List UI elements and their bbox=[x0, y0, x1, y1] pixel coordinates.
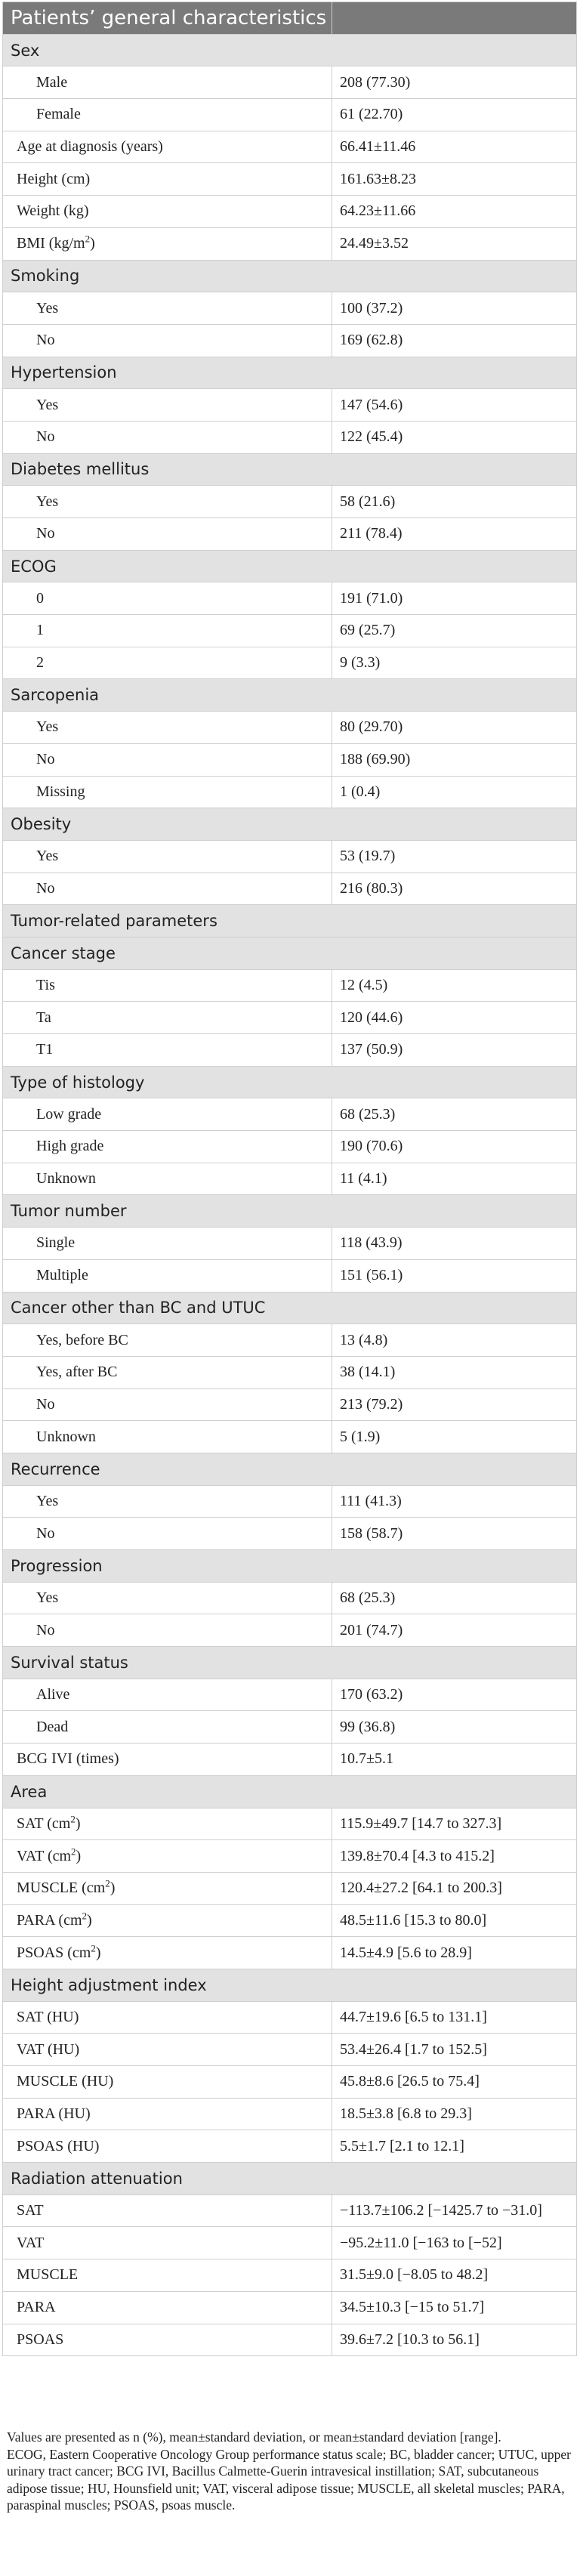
row-value: −113.7±106.2 [−1425.7 to −31.0] bbox=[332, 2195, 577, 2227]
row-label bbox=[3, 969, 332, 1002]
row-label-text: Low grade bbox=[36, 1105, 102, 1123]
table-row bbox=[3, 1904, 577, 1937]
row-label-text: PSOAS (cm bbox=[17, 1944, 91, 1961]
row-label-suffix: ) bbox=[95, 1944, 101, 1961]
section-empty-cell bbox=[332, 1292, 577, 1324]
row-label-text: Yes bbox=[36, 299, 59, 317]
section-header-row bbox=[3, 2163, 577, 2195]
row-label bbox=[3, 1259, 332, 1292]
section-header-row bbox=[3, 1550, 577, 1583]
table-row bbox=[3, 292, 577, 325]
table-row bbox=[3, 1872, 577, 1904]
row-label bbox=[3, 1904, 332, 1937]
section-header-row bbox=[3, 453, 577, 486]
section-header-row bbox=[3, 937, 577, 969]
row-label bbox=[3, 776, 332, 808]
row-value: 137 (50.9) bbox=[332, 1034, 577, 1067]
section-header-row bbox=[3, 808, 577, 841]
table-row bbox=[3, 99, 577, 131]
row-label bbox=[3, 1744, 332, 1776]
row-label-superscript: 2 bbox=[70, 1813, 76, 1825]
section-header-row bbox=[3, 1969, 577, 2001]
row-label-text: SAT bbox=[17, 2202, 44, 2219]
section-label: Radiation attenuation bbox=[3, 2163, 332, 2195]
table-row bbox=[3, 840, 577, 873]
table-row bbox=[3, 163, 577, 196]
row-label-text: Missing bbox=[36, 783, 85, 800]
row-label bbox=[3, 421, 332, 453]
row-label bbox=[3, 2324, 332, 2356]
row-value: 14.5±4.9 [5.6 to 28.9] bbox=[332, 1937, 577, 1969]
section-label: Cancer stage bbox=[3, 937, 332, 969]
row-label-text: MUSCLE bbox=[17, 2266, 79, 2284]
section-header-row bbox=[3, 1292, 577, 1324]
table-row bbox=[3, 1034, 577, 1067]
row-label bbox=[3, 1937, 332, 1969]
row-label-suffix: ) bbox=[75, 1815, 81, 1832]
row-value: 169 (62.8) bbox=[332, 324, 577, 357]
row-value: 1 (0.4) bbox=[332, 776, 577, 808]
row-label bbox=[3, 1034, 332, 1067]
row-label-text: MUSCLE (cm bbox=[17, 1879, 106, 1897]
row-label bbox=[3, 1324, 332, 1357]
row-value: 188 (69.90) bbox=[332, 743, 577, 776]
row-value: 158 (58.7) bbox=[332, 1518, 577, 1550]
table-row bbox=[3, 227, 577, 260]
row-value: 69 (25.7) bbox=[332, 615, 577, 647]
row-value: 31.5±9.0 [−8.05 to 48.2] bbox=[332, 2259, 577, 2292]
row-label bbox=[3, 2227, 332, 2259]
table-row bbox=[3, 1518, 577, 1550]
row-label bbox=[3, 2098, 332, 2130]
section-label: ECOG bbox=[3, 550, 332, 582]
row-label bbox=[3, 1679, 332, 1711]
row-label bbox=[3, 2066, 332, 2099]
row-label bbox=[3, 227, 332, 260]
row-label-text: PARA (HU) bbox=[17, 2105, 91, 2123]
section-empty-cell bbox=[332, 1647, 577, 1679]
row-label bbox=[3, 712, 332, 744]
row-value: 211 (78.4) bbox=[332, 518, 577, 551]
section-empty-cell bbox=[332, 1195, 577, 1228]
table-row bbox=[3, 1356, 577, 1388]
row-label-text: Yes bbox=[36, 396, 59, 413]
section-header-row bbox=[3, 1066, 577, 1098]
row-label-superscript: 2 bbox=[85, 233, 91, 245]
section-label: Hypertension bbox=[3, 357, 332, 389]
table-row bbox=[3, 486, 577, 518]
section-label: Area bbox=[3, 1775, 332, 1808]
table-row bbox=[3, 2034, 577, 2066]
table-row bbox=[3, 2001, 577, 2034]
row-label bbox=[3, 196, 332, 228]
row-label-text: Yes bbox=[36, 1492, 59, 1509]
row-label-suffix: ) bbox=[110, 1879, 116, 1897]
row-label bbox=[3, 1421, 332, 1453]
row-value: 5.5±1.7 [2.1 to 12.1] bbox=[332, 2130, 577, 2163]
row-value: 24.49±3.52 bbox=[332, 227, 577, 260]
row-label-text: Dead bbox=[36, 1718, 69, 1735]
section-header-row bbox=[3, 1453, 577, 1485]
row-label bbox=[3, 615, 332, 647]
section-empty-cell bbox=[332, 2163, 577, 2195]
table-body bbox=[3, 2, 577, 2356]
section-empty-cell bbox=[332, 34, 577, 66]
row-value: 61 (22.70) bbox=[332, 99, 577, 131]
row-label-text: PARA bbox=[17, 2299, 56, 2316]
section-header-row bbox=[3, 1195, 577, 1228]
row-label bbox=[3, 99, 332, 131]
row-label-text: No bbox=[36, 879, 55, 897]
row-label bbox=[3, 840, 332, 873]
row-label-text: PARA (cm bbox=[17, 1911, 82, 1929]
row-label-text: 0 bbox=[36, 589, 44, 607]
section-empty-cell bbox=[332, 937, 577, 969]
row-value: 53.4±26.4 [1.7 to 152.5] bbox=[332, 2034, 577, 2066]
row-value: 13 (4.8) bbox=[332, 1324, 577, 1357]
row-value: 66.41±11.46 bbox=[332, 131, 577, 163]
row-value: 216 (80.3) bbox=[332, 873, 577, 905]
table-row bbox=[3, 131, 577, 163]
table-footnotes bbox=[7, 2429, 573, 2514]
table-row bbox=[3, 324, 577, 357]
table-row bbox=[3, 615, 577, 647]
row-value: 12 (4.5) bbox=[332, 969, 577, 1002]
row-value: 191 (71.0) bbox=[332, 582, 577, 615]
section-label: Recurrence bbox=[3, 1453, 332, 1485]
row-label bbox=[3, 2195, 332, 2227]
section-header-row bbox=[3, 1647, 577, 1679]
row-label bbox=[3, 324, 332, 357]
row-label bbox=[3, 582, 332, 615]
row-label bbox=[3, 518, 332, 551]
table-row bbox=[3, 1744, 577, 1776]
table-row bbox=[3, 1002, 577, 1034]
row-label-text: BMI (kg/m bbox=[17, 235, 85, 252]
row-label-text: Multiple bbox=[36, 1267, 88, 1284]
section-label: Sarcopenia bbox=[3, 679, 332, 712]
section-label: Survival status bbox=[3, 1647, 332, 1679]
row-label-text: Alive bbox=[36, 1686, 70, 1703]
row-label-text: Male bbox=[36, 73, 68, 91]
row-label bbox=[3, 647, 332, 679]
row-value: −95.2±11.0 [−163 to [−52] bbox=[332, 2227, 577, 2259]
table-row bbox=[3, 647, 577, 679]
table-row bbox=[3, 1324, 577, 1357]
row-label-text: No bbox=[36, 525, 55, 542]
table-row bbox=[3, 2066, 577, 2099]
table-row bbox=[3, 2098, 577, 2130]
table-row bbox=[3, 1259, 577, 1292]
section-empty-cell bbox=[332, 808, 577, 841]
row-label-text: Yes bbox=[36, 848, 59, 865]
row-label bbox=[3, 2034, 332, 2066]
row-label bbox=[3, 743, 332, 776]
row-value: 68 (25.3) bbox=[332, 1098, 577, 1131]
footnote-values: Values are presented as n (%), mean±standard deviation, or mean±standard deviation [range]. bbox=[7, 2429, 501, 2445]
row-label bbox=[3, 292, 332, 325]
row-value: 10.7±5.1 bbox=[332, 1744, 577, 1776]
table-row bbox=[3, 2291, 577, 2324]
table-row bbox=[3, 2130, 577, 2163]
table-row bbox=[3, 776, 577, 808]
row-value: 99 (36.8) bbox=[332, 1711, 577, 1744]
row-label-text: VAT (HU) bbox=[17, 2040, 80, 2058]
row-label-text: No bbox=[36, 1395, 55, 1413]
row-label-text: No bbox=[36, 1524, 55, 1542]
row-label bbox=[3, 1808, 332, 1840]
section-empty-cell bbox=[332, 905, 577, 937]
table-row bbox=[3, 1421, 577, 1453]
table-row bbox=[3, 582, 577, 615]
section-empty-cell bbox=[332, 679, 577, 712]
row-label-text: Tis bbox=[36, 976, 55, 993]
section-label: Height adjustment index bbox=[3, 1969, 332, 2001]
table-title: Patients’ general characteristics bbox=[3, 2, 332, 35]
row-label-superscript: 2 bbox=[105, 1877, 110, 1889]
row-label bbox=[3, 1840, 332, 1873]
row-label-text: SAT (HU) bbox=[17, 2008, 79, 2025]
row-value: 208 (77.30) bbox=[332, 66, 577, 99]
characteristics-table-container bbox=[2, 2, 576, 2356]
footnote-abbreviations: ECOG, Eastern Cooperative Oncology Group performance status scale; BC, bladder cancer; UTUC, upper urinary tract cancer; BCG IVI, Bacillus Calmette-Guerin intravesical instillation; SAT, subcutaneous adipose tissue; HU, Hounsfield unit; VAT, visceral adipose tissue; MUSCLE, all skeletal muscles; PARA, paraspinal muscles; PSOAS, psoas muscle. bbox=[7, 2446, 571, 2513]
row-value: 58 (21.6) bbox=[332, 486, 577, 518]
row-label-suffix: ) bbox=[87, 1911, 92, 1929]
row-label bbox=[3, 1002, 332, 1034]
row-value: 18.5±3.8 [6.8 to 29.3] bbox=[332, 2098, 577, 2130]
section-label: Smoking bbox=[3, 260, 332, 292]
row-label-text: Yes bbox=[36, 1589, 59, 1607]
row-label-text: Single bbox=[36, 1234, 76, 1252]
row-value: 64.23±11.66 bbox=[332, 196, 577, 228]
row-value: 120.4±27.2 [64.1 to 200.3] bbox=[332, 1872, 577, 1904]
row-label bbox=[3, 1098, 332, 1131]
section-header-row bbox=[3, 34, 577, 66]
row-value: 170 (63.2) bbox=[332, 1679, 577, 1711]
row-value: 201 (74.7) bbox=[332, 1614, 577, 1647]
row-label bbox=[3, 1485, 332, 1518]
row-label bbox=[3, 1872, 332, 1904]
row-label-superscript: 2 bbox=[91, 1941, 96, 1954]
section-header-row bbox=[3, 905, 577, 937]
table-row bbox=[3, 1711, 577, 1744]
row-label-text: No bbox=[36, 428, 55, 446]
row-label bbox=[3, 873, 332, 905]
table-row bbox=[3, 1679, 577, 1711]
row-value: 122 (45.4) bbox=[332, 421, 577, 453]
row-label-text: Weight (kg) bbox=[17, 202, 89, 220]
section-header-row bbox=[3, 679, 577, 712]
row-label bbox=[3, 2259, 332, 2292]
section-empty-cell bbox=[332, 1550, 577, 1583]
row-label-text: VAT bbox=[17, 2234, 45, 2251]
table-row bbox=[3, 66, 577, 99]
row-label-text: Yes, after BC bbox=[36, 1364, 118, 1381]
row-label bbox=[3, 163, 332, 196]
table-row bbox=[3, 1228, 577, 1260]
table-row bbox=[3, 196, 577, 228]
table-row bbox=[3, 1937, 577, 1969]
section-label: Obesity bbox=[3, 808, 332, 841]
section-label: Type of histology bbox=[3, 1066, 332, 1098]
characteristics-table bbox=[2, 2, 577, 2356]
row-label bbox=[3, 131, 332, 163]
row-value: 45.8±8.6 [26.5 to 75.4] bbox=[332, 2066, 577, 2099]
table-row bbox=[3, 712, 577, 744]
row-value: 5 (1.9) bbox=[332, 1421, 577, 1453]
row-label-text: High grade bbox=[36, 1138, 104, 1155]
row-value: 111 (41.3) bbox=[332, 1485, 577, 1518]
row-label-text: SAT (cm bbox=[17, 1815, 71, 1832]
row-value: 100 (37.2) bbox=[332, 292, 577, 325]
row-label bbox=[3, 1518, 332, 1550]
table-row bbox=[3, 2227, 577, 2259]
row-value: 34.5±10.3 [−15 to 51.7] bbox=[332, 2291, 577, 2324]
row-label bbox=[3, 1614, 332, 1647]
row-label-text: MUSCLE (HU) bbox=[17, 2073, 114, 2090]
table-row bbox=[3, 1840, 577, 1873]
row-label-text: No bbox=[36, 332, 55, 349]
row-label-text: Ta bbox=[36, 1008, 51, 1026]
row-label bbox=[3, 1163, 332, 1195]
section-label: Diabetes mellitus bbox=[3, 453, 332, 486]
table-row bbox=[3, 743, 577, 776]
section-header-row bbox=[3, 260, 577, 292]
row-label bbox=[3, 486, 332, 518]
row-value: 48.5±11.6 [15.3 to 80.0] bbox=[332, 1904, 577, 1937]
row-label-text: Age at diagnosis (years) bbox=[17, 138, 163, 156]
row-value: 11 (4.1) bbox=[332, 1163, 577, 1195]
table-header-row bbox=[3, 2, 577, 35]
table-row bbox=[3, 1582, 577, 1614]
row-label bbox=[3, 1131, 332, 1163]
table-row bbox=[3, 1388, 577, 1421]
table-row bbox=[3, 389, 577, 422]
row-label-text: PSOAS (HU) bbox=[17, 2137, 100, 2154]
table-row bbox=[3, 518, 577, 551]
table-row bbox=[3, 1485, 577, 1518]
row-label-text: 1 bbox=[36, 622, 44, 639]
row-value: 80 (29.70) bbox=[332, 712, 577, 744]
row-value: 120 (44.6) bbox=[332, 1002, 577, 1034]
table-row bbox=[3, 1098, 577, 1131]
row-label-text: T1 bbox=[36, 1041, 54, 1058]
row-value: 161.63±8.23 bbox=[332, 163, 577, 196]
row-label-text: Height (cm) bbox=[17, 170, 91, 187]
row-label-text: BCG IVI (times) bbox=[17, 1750, 119, 1768]
row-value: 39.6±7.2 [10.3 to 56.1] bbox=[332, 2324, 577, 2356]
row-value: 147 (54.6) bbox=[332, 389, 577, 422]
section-label: Tumor-related parameters bbox=[3, 905, 332, 937]
section-label: Cancer other than BC and UTUC bbox=[3, 1292, 332, 1324]
row-label-text: 2 bbox=[36, 654, 44, 672]
row-label bbox=[3, 2291, 332, 2324]
section-empty-cell bbox=[332, 357, 577, 389]
row-value: 68 (25.3) bbox=[332, 1582, 577, 1614]
table-row bbox=[3, 2259, 577, 2292]
row-label-text: Unknown bbox=[36, 1428, 96, 1445]
row-value: 9 (3.3) bbox=[332, 647, 577, 679]
row-value: 213 (79.2) bbox=[332, 1388, 577, 1421]
row-label bbox=[3, 1582, 332, 1614]
section-header-row bbox=[3, 550, 577, 582]
row-label-text: Female bbox=[36, 106, 81, 123]
table-row bbox=[3, 1808, 577, 1840]
table-row bbox=[3, 1163, 577, 1195]
row-label-text: Yes, before BC bbox=[36, 1331, 128, 1348]
row-label-text: Yes bbox=[36, 718, 59, 736]
row-label-text: No bbox=[36, 751, 55, 768]
section-label: Sex bbox=[3, 34, 332, 66]
table-row bbox=[3, 1131, 577, 1163]
table-header-empty-cell bbox=[332, 2, 577, 35]
section-header-row bbox=[3, 357, 577, 389]
row-label-text: Unknown bbox=[36, 1170, 96, 1188]
section-empty-cell bbox=[332, 1969, 577, 2001]
section-empty-cell bbox=[332, 260, 577, 292]
row-value: 38 (14.1) bbox=[332, 1356, 577, 1388]
row-label bbox=[3, 2001, 332, 2034]
row-label bbox=[3, 1228, 332, 1260]
row-label bbox=[3, 1711, 332, 1744]
row-label bbox=[3, 2130, 332, 2163]
row-label-text: No bbox=[36, 1621, 55, 1639]
section-empty-cell bbox=[332, 453, 577, 486]
table-row bbox=[3, 969, 577, 1002]
row-label bbox=[3, 66, 332, 99]
row-value: 139.8±70.4 [4.3 to 415.2] bbox=[332, 1840, 577, 1873]
row-value: 190 (70.6) bbox=[332, 1131, 577, 1163]
row-label bbox=[3, 1356, 332, 1388]
row-label-text: PSOAS bbox=[17, 2330, 64, 2348]
row-value: 115.9±49.7 [14.7 to 327.3] bbox=[332, 1808, 577, 1840]
row-label-suffix: ) bbox=[76, 1847, 82, 1864]
row-label-text: Yes bbox=[36, 493, 59, 510]
section-empty-cell bbox=[332, 1453, 577, 1485]
row-label-superscript: 2 bbox=[82, 1910, 88, 1922]
row-value: 53 (19.7) bbox=[332, 840, 577, 873]
table-row bbox=[3, 2324, 577, 2356]
table-row bbox=[3, 1614, 577, 1647]
table-row bbox=[3, 873, 577, 905]
section-empty-cell bbox=[332, 1775, 577, 1808]
row-value: 151 (56.1) bbox=[332, 1259, 577, 1292]
row-label bbox=[3, 1388, 332, 1421]
row-value: 118 (43.9) bbox=[332, 1228, 577, 1260]
section-label: Tumor number bbox=[3, 1195, 332, 1228]
section-empty-cell bbox=[332, 550, 577, 582]
row-label-suffix: ) bbox=[90, 235, 95, 252]
row-label-text: VAT (cm bbox=[17, 1847, 72, 1864]
table-row bbox=[3, 2195, 577, 2227]
row-value: 44.7±19.6 [6.5 to 131.1] bbox=[332, 2001, 577, 2034]
table-row bbox=[3, 421, 577, 453]
section-label: Progression bbox=[3, 1550, 332, 1583]
section-empty-cell bbox=[332, 1066, 577, 1098]
row-label bbox=[3, 389, 332, 422]
row-label-superscript: 2 bbox=[71, 1845, 76, 1857]
section-header-row bbox=[3, 1775, 577, 1808]
